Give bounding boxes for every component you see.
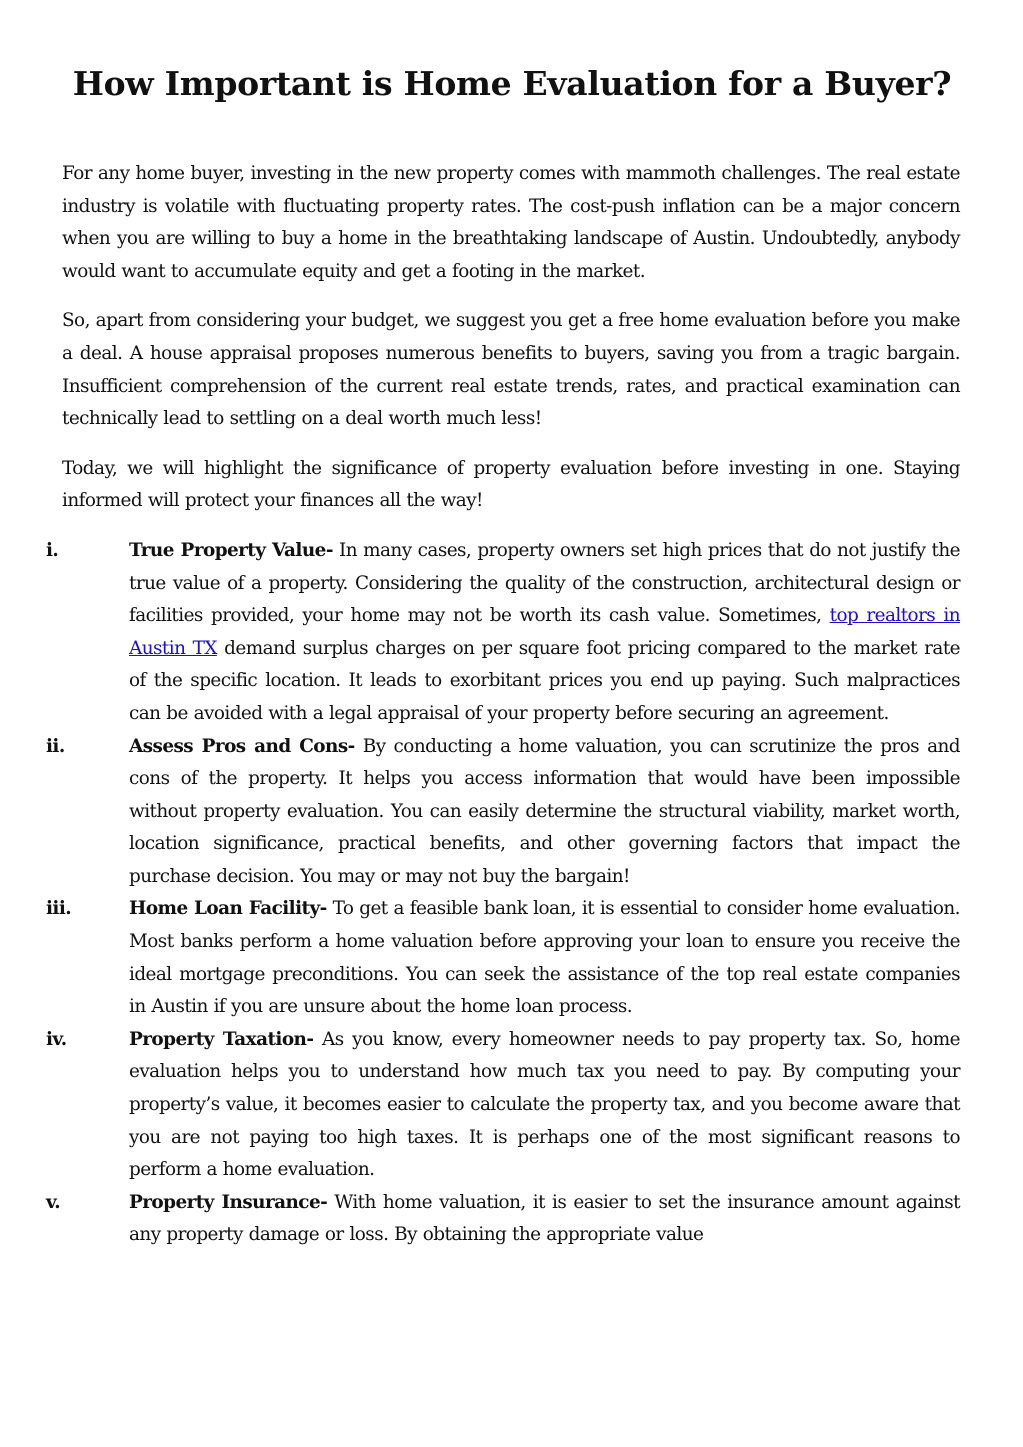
- article-body: [46, 158, 961, 1252]
- list-item-text-continued: demand surplus charges on per square foot pricing compared to the market rate of the specific location. It leads to exorbitant prices you end up paying. Such malpractices can be avoided with a legal appraisal of your property before securing an agreement.: [129, 637, 961, 724]
- list-item-property-insurance: [46, 1187, 961, 1252]
- reasons-list: [46, 535, 961, 1252]
- list-item-text: To get a feasible bank loan, it is essential to consider home evaluation. Most banks perform a home valuation before approving your loan to ensure you receive the ideal mortgage preconditions. You can seek the assistance of the top real estate companies in Austin if you are unsure about the home loan process.: [129, 898, 960, 1018]
- list-item-label: Assess Pros and Cons-: [129, 735, 355, 757]
- list-number: i.: [46, 539, 59, 561]
- realtors-link[interactable]: top realtors in Austin TX: [129, 605, 960, 659]
- list-item-true-property-value: [46, 535, 961, 731]
- list-item-label: Property Taxation-: [129, 1028, 314, 1050]
- list-item-label: Home Loan Facility-: [129, 898, 327, 920]
- list-number: ii.: [46, 735, 65, 757]
- list-number: iv.: [46, 1028, 67, 1050]
- list-item-home-loan: [46, 893, 960, 1023]
- list-number: v.: [46, 1191, 61, 1213]
- list-item-text: In many cases, property owners set high prices that do not justify the true value of a property. Considering the quality of the construction, architectural design or facilities provided, your home may not be worth its cash value. Sometimes,: [129, 539, 960, 627]
- list-item-label: True Property Value-: [129, 539, 333, 561]
- highlight-paragraph: Today, we will highlight the significance of property evaluation before investing in one. Staying informed will protect your finances all the way!: [62, 457, 960, 512]
- budget-paragraph: So, apart from considering your budget, we suggest you get a free home evaluation before you make a deal. A house appraisal proposes numerous benefits to buyers, saving you from a tragic bargain. Insufficient comprehension of the current real estate trends, rates, and practical examination can technically lead to settling on a deal worth much less!: [62, 310, 960, 430]
- list-item-property-taxation: [46, 1024, 960, 1187]
- intro-paragraph: For any home buyer, investing in the new property comes with mammoth challenges. The real estate industry is volatile with fluctuating property rates. The cost-push inflation can be a major concern when you are willing to buy a home in the breathtaking landscape of Austin. Undoubtedly, anybody would want to accumulate equity and get a footing in the market.: [62, 163, 960, 282]
- page-title: How Important is Home Evaluation for a Buyer?: [72, 64, 952, 103]
- list-item-text: By conducting a home valuation, you can scrutinize the pros and cons of the property. It helps you access information that would have been impossible without property evaluation. You can easily determine the structural viability, market worth, location significance, practical benefits, and other governing factors that impact the purchase decision. You may or may not buy the bargain!: [129, 735, 961, 887]
- list-item-text: With home valuation, it is easier to set the insurance amount against any property damage or loss. By obtaining the appropriate value: [129, 1191, 961, 1246]
- list-item-label: Property Insurance-: [129, 1191, 328, 1213]
- list-item-text: As you know, every homeowner needs to pay property tax. So, home evaluation helps you to understand how much tax you need to pay. By computing your property’s value, it becomes easier to calculate the property tax, and you become aware that you are not paying too high taxes. It is perhaps one of the most significant reasons to perform a home evaluation.: [129, 1028, 960, 1181]
- list-item-assess-pros-cons: [46, 731, 961, 894]
- list-number: iii.: [46, 898, 72, 920]
